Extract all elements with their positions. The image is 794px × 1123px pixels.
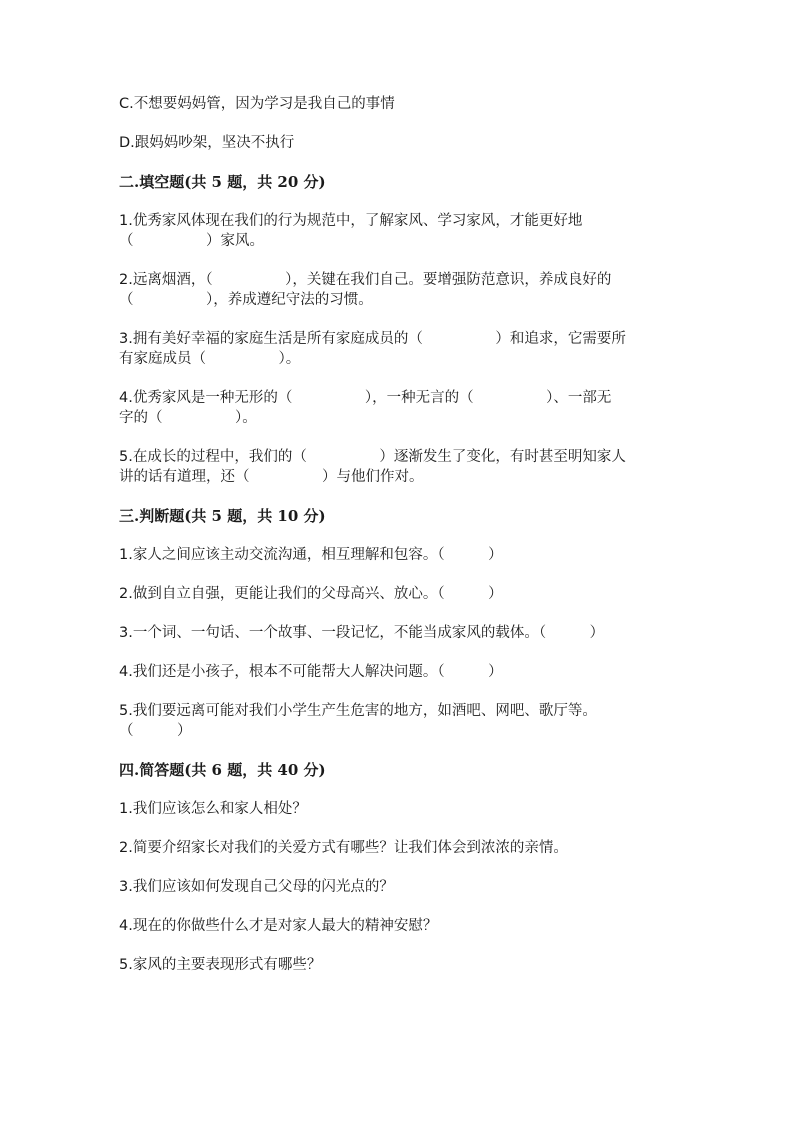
judge-question-1: 1.家人之间应该主动交流沟通，相互理解和包容。（ ） — [119, 547, 503, 563]
short-question-3: 3.我们应该如何发现自己父母的闪光点的？ — [119, 879, 394, 895]
fill-question-1-line-2: （ ）家风。 — [119, 233, 264, 249]
judge-question-3: 3.一个词、一句话、一个故事、一段记忆，不能当成家风的载体。（ ） — [119, 625, 605, 641]
judge-question-5-line-2: （ ） — [119, 723, 192, 739]
option-d: D.跟妈妈吵架，坚决不执行 — [119, 135, 295, 151]
judge-question-2: 2.做到自立自强，更能让我们的父母高兴、放心。（ ） — [119, 586, 503, 602]
fill-question-2-line-2: （ ），养成遵纪守法的习惯。 — [119, 292, 373, 308]
fill-question-5-line-2: 讲的话有道理，还（ ）与他们作对。 — [119, 469, 424, 485]
short-question-4: 4.现在的你做些什么才是对家人最大的精神安慰？ — [119, 918, 438, 934]
exam-page — [119, 94, 679, 975]
section-heading-fill-blank: 二.填空题(共 5 题，共 20 分) — [119, 173, 326, 191]
option-c: C.不想要妈妈管，因为学习是我自己的事情 — [119, 96, 395, 112]
short-question-2: 2.简要介绍家长对我们的关爱方式有哪些？让我们体会到浓浓的亲情。 — [119, 840, 568, 856]
fill-question-1-line-1: 1.优秀家风体现在我们的行为规范中，了解家风、学习家风，才能更好地 — [119, 213, 583, 229]
fill-question-3-line-2: 有家庭成员（ ）。 — [119, 351, 301, 367]
fill-question-5-line-1: 5.在成长的过程中，我们的（ ）逐渐发生了变化，有时甚至明知家人 — [119, 449, 626, 465]
fill-question-2-line-1: 2.远离烟酒，（ ），关键在我们自己。要增强防范意识，养成良好的 — [119, 272, 612, 288]
section-heading-true-false: 三.判断题(共 5 题，共 10 分) — [119, 507, 326, 525]
judge-question-4: 4.我们还是小孩子，根本不可能帮大人解决问题。（ ） — [119, 664, 503, 680]
fill-question-4-line-2: 字的（ ）。 — [119, 410, 257, 426]
short-question-1: 1.我们应该怎么和家人相处？ — [119, 801, 307, 817]
judge-question-5-line-1: 5.我们要远离可能对我们小学生产生危害的地方，如酒吧、网吧、歌厅等。 — [119, 703, 597, 719]
fill-question-4-line-1: 4.优秀家风是一种无形的（ ），一种无言的（ ）、一部无 — [119, 390, 612, 406]
fill-question-3-line-1: 3.拥有美好幸福的家庭生活是所有家庭成员的（ ）和追求，它需要所 — [119, 331, 626, 347]
section-heading-short-answer: 四.简答题(共 6 题，共 40 分) — [119, 761, 326, 779]
short-question-5: 5.家风的主要表现形式有哪些？ — [119, 957, 322, 973]
